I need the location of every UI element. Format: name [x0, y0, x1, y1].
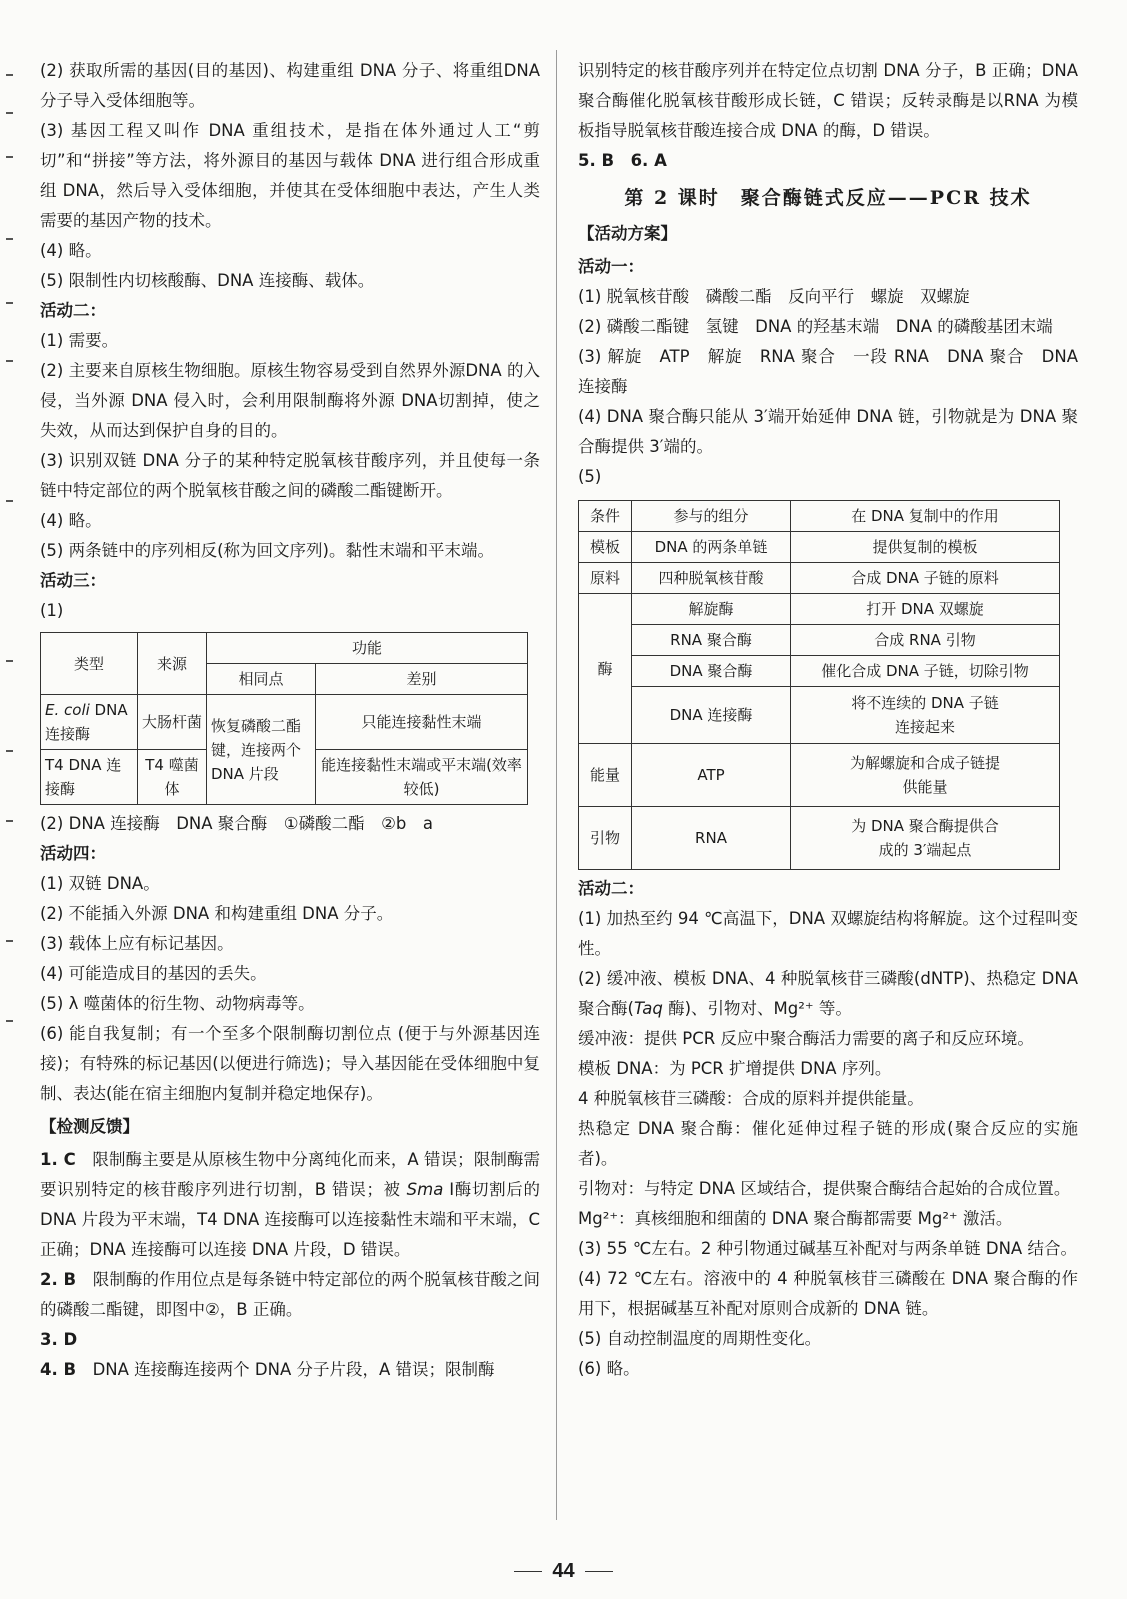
activity-3-label: 活动三：	[40, 571, 106, 590]
pcr-activity-2-item: (5) 自动控制温度的周期性变化。	[578, 1329, 822, 1348]
pcr-component-detail: Mg²⁺：真核细胞和细菌的 DNA 聚合酶都需要 Mg²⁺ 激活。	[578, 1209, 1013, 1228]
table-cell: 引物	[579, 807, 632, 870]
table-cell: DNA 连接酶	[632, 687, 791, 744]
intro-item-2: (2) 获取所需的基因(目的基因)、构建重组 DNA 分子、将重组DNA 分子导入受体细胞等。	[40, 61, 540, 110]
table-cell: 原料	[579, 563, 632, 594]
answer-1: 1. C 限制酶主要是从原核生物中分离纯化而来，A 错误；限制酶需要识别特定的核苷酸序列进行切割，B 错误；被 Sma Ⅰ酶切割后的 DNA 片段为平末端，T4 DNA 连接酶可以连接黏性末端和平末端，C 正确；DNA 连接酶可以连接 DNA 片段，D 错误。	[40, 1150, 541, 1259]
left-column	[40, 56, 540, 1385]
activity-4-item: (1) 双链 DNA。	[40, 874, 160, 893]
answer-3: 3. D	[40, 1330, 78, 1349]
table-header: 在 DNA 复制中的作用	[791, 501, 1060, 532]
pcr-component-detail: 引物对：与特定 DNA 区域结合，提供聚合酶结合起始的合成位置。	[578, 1179, 1071, 1198]
intro-item-3: (3) 基因工程又叫作 DNA 重组技术，是指在体外通过人工“剪切”和“拼接”等方法，将外源目的基因与载体 DNA 进行组合形成重组 DNA，然后导入受体细胞，并使其在受体细胞中表达，产生人类需要的基因产物的技术。	[40, 121, 540, 230]
dash-decoration	[585, 1571, 613, 1572]
binding-edge	[0, 60, 18, 1540]
intro-item-5: (5) 限制性内切核酸酶、DNA 连接酶、载体。	[40, 271, 375, 290]
pcr-component-detail: 热稳定 DNA 聚合酶：催化延伸过程子链的形成(聚合反应的实施者)。	[578, 1119, 1078, 1168]
activity-3-q1: (1)	[40, 601, 64, 620]
table-cell: 四种脱氧核苷酸	[632, 563, 791, 594]
answer-4: 4. B DNA 连接酶连接两个 DNA 分子片段，A 错误；限制酶	[40, 1360, 495, 1379]
pcr-activity-2-item: (3) 55 ℃左右。2 种引物通过碱基互补配对与两条单链 DNA 结合。	[578, 1239, 1077, 1258]
answer-2: 2. B 限制酶的作用位点是每条链中特定部位的两个脱氧核苷酸之间的磷酸二酯键，即图中②，B 正确。	[40, 1270, 541, 1319]
table-cell: 酶	[579, 594, 632, 744]
table-cell: 为 DNA 聚合酶提供合成的 3′端起点	[791, 807, 1060, 870]
table-header: 相同点	[207, 664, 316, 695]
activity-2-item: (3) 识别双链 DNA 分子的某种特定脱氧核苷酸序列，并且使每一条链中特定部位的两个脱氧核苷酸之间的磷酸二酯键断开。	[40, 451, 540, 500]
table-cell: 模板	[579, 532, 632, 563]
page-number: 44	[0, 1560, 1127, 1583]
column-separator	[556, 50, 557, 1520]
table-header: 来源	[138, 633, 207, 695]
answer-4-continued: 识别特定的核苷酸序列并在特定位点切割 DNA 分子，B 正确；DNA 聚合酶催化脱氧核苷酸形成长链，C 错误；反转录酶是以RNA 为模板指导脱氧核苷酸连接合成 DNA 的酶，D 错误。	[578, 61, 1078, 140]
activity-4-item: (5) λ 噬菌体的衍生物、动物病毒等。	[40, 994, 315, 1013]
table-header: 条件	[579, 501, 632, 532]
table-header: 类型	[41, 633, 138, 695]
pcr-component-detail: 模板 DNA：为 PCR 扩增提供 DNA 序列。	[578, 1059, 892, 1078]
answers-5-6: 5. B 6. A	[578, 151, 667, 170]
table-cell: E. coli DNA 连接酶	[41, 695, 138, 750]
table-cell: 将不连续的 DNA 子链连接起来	[791, 687, 1060, 744]
activity-4-item: (4) 可能造成目的基因的丢失。	[40, 964, 267, 983]
activity-3-q2: (2) DNA 连接酶 DNA 聚合酶 ①磷酸二酯 ②b a	[40, 814, 433, 833]
table-cell: 能量	[579, 744, 632, 807]
feedback-heading: 【检测反馈】	[40, 1117, 139, 1136]
table-cell: RNA	[632, 807, 791, 870]
table-header: 参与的组分	[632, 501, 791, 532]
intro-item-4: (4) 略。	[40, 241, 102, 260]
table-cell: 为解螺旋和合成子链提供能量	[791, 744, 1060, 807]
activity-2-label: 活动二：	[40, 301, 106, 320]
table-cell: T4 噬菌体	[138, 750, 207, 805]
table-cell: ATP	[632, 744, 791, 807]
lesson-title: 第 2 课时 聚合酶链式反应——PCR 技术	[624, 187, 1032, 209]
table-header: 功能	[207, 633, 528, 664]
pcr-activity-2-label: 活动二：	[578, 879, 644, 898]
activity-2-item: (4) 略。	[40, 511, 102, 530]
pcr-activity-2-item: (1) 加热至约 94 ℃高温下，DNA 双螺旋结构将解旋。这个过程叫变性。	[578, 909, 1078, 958]
activity-1-item: (4) DNA 聚合酶只能从 3′端开始延伸 DNA 链，引物就是为 DNA 聚合酶提供 3′端的。	[578, 407, 1078, 456]
table-cell: 提供复制的模板	[791, 532, 1060, 563]
activity-4-item: (3) 载体上应有标记基因。	[40, 934, 234, 953]
dna-replication-table	[578, 500, 1060, 870]
activity-1-item: (1) 脱氧核苷酸 磷酸二酯 反向平行 螺旋 双螺旋	[578, 287, 970, 306]
table-cell: 打开 DNA 双螺旋	[791, 594, 1060, 625]
dash-decoration	[514, 1571, 542, 1572]
activity-2-item: (2) 主要来自原核生物细胞。原核生物容易受到自然界外源DNA 的入侵，当外源 DNA 侵入时，会利用限制酶将外源 DNA切割掉，使之失效，从而达到保护自身的目的。	[40, 361, 540, 440]
activity-1-item: (3) 解旋 ATP 解旋 RNA 聚合 一段 RNA DNA 聚合 DNA 连接酶	[578, 347, 1078, 396]
table-cell: 只能连接黏性末端	[316, 695, 528, 750]
table-cell: DNA 的两条单链	[632, 532, 791, 563]
activity-1-item: (2) 磷酸二酯键 氢键 DNA 的羟基末端 DNA 的磷酸基团末端	[578, 317, 1053, 336]
pcr-component-detail: 缓冲液：提供 PCR 反应中聚合酶活力需要的离子和反应环境。	[578, 1029, 1034, 1048]
ligase-comparison-table	[40, 632, 528, 805]
activity-2-item: (5) 两条链中的序列相反(称为回文序列)。黏性末端和平末端。	[40, 541, 494, 560]
activity-4-label: 活动四：	[40, 844, 106, 863]
activity-1-label: 活动一：	[578, 257, 644, 276]
table-cell: 解旋酶	[632, 594, 791, 625]
table-cell: 催化合成 DNA 子链，切除引物	[791, 656, 1060, 687]
table-cell: 能连接黏性末端或平末端(效率较低)	[316, 750, 528, 805]
table-cell: RNA 聚合酶	[632, 625, 791, 656]
activity-4-item: (2) 不能插入外源 DNA 和构建重组 DNA 分子。	[40, 904, 394, 923]
right-column	[578, 56, 1078, 1384]
pcr-component-detail: 4 种脱氧核苷三磷酸：合成的原料并提供能量。	[578, 1089, 924, 1108]
table-cell: 合成 DNA 子链的原料	[791, 563, 1060, 594]
plan-heading: 【活动方案】	[578, 224, 677, 243]
activity-4-item: (6) 能自我复制；有一个至多个限制酶切割位点 (便于与外源基因连接)；有特殊的标记基因(以便进行筛选)；导入基因能在受体细胞中复制、表达(能在宿主细胞内复制并稳定地保存)。	[40, 1024, 540, 1103]
table-cell: T4 DNA 连接酶	[41, 750, 138, 805]
table-cell: DNA 聚合酶	[632, 656, 791, 687]
pcr-activity-2-item: (2) 缓冲液、模板 DNA、4 种脱氧核苷三磷酸(dNTP)、热稳定 DNA 聚合酶(Taq 酶)、引物对、Mg²⁺ 等。	[578, 969, 1078, 1018]
table-cell: 合成 RNA 引物	[791, 625, 1060, 656]
activity-1-item: (5)	[578, 467, 602, 486]
pcr-activity-2-item: (4) 72 ℃左右。溶液中的 4 种脱氧核苷三磷酸在 DNA 聚合酶的作用下，根据碱基互补配对原则合成新的 DNA 链。	[578, 1269, 1078, 1318]
table-cell: 大肠杆菌	[138, 695, 207, 750]
activity-2-item: (1) 需要。	[40, 331, 119, 350]
pcr-activity-2-item: (6) 略。	[578, 1359, 640, 1378]
table-cell: 恢复磷酸二酯键，连接两个 DNA 片段	[207, 695, 316, 805]
table-header: 差别	[316, 664, 528, 695]
